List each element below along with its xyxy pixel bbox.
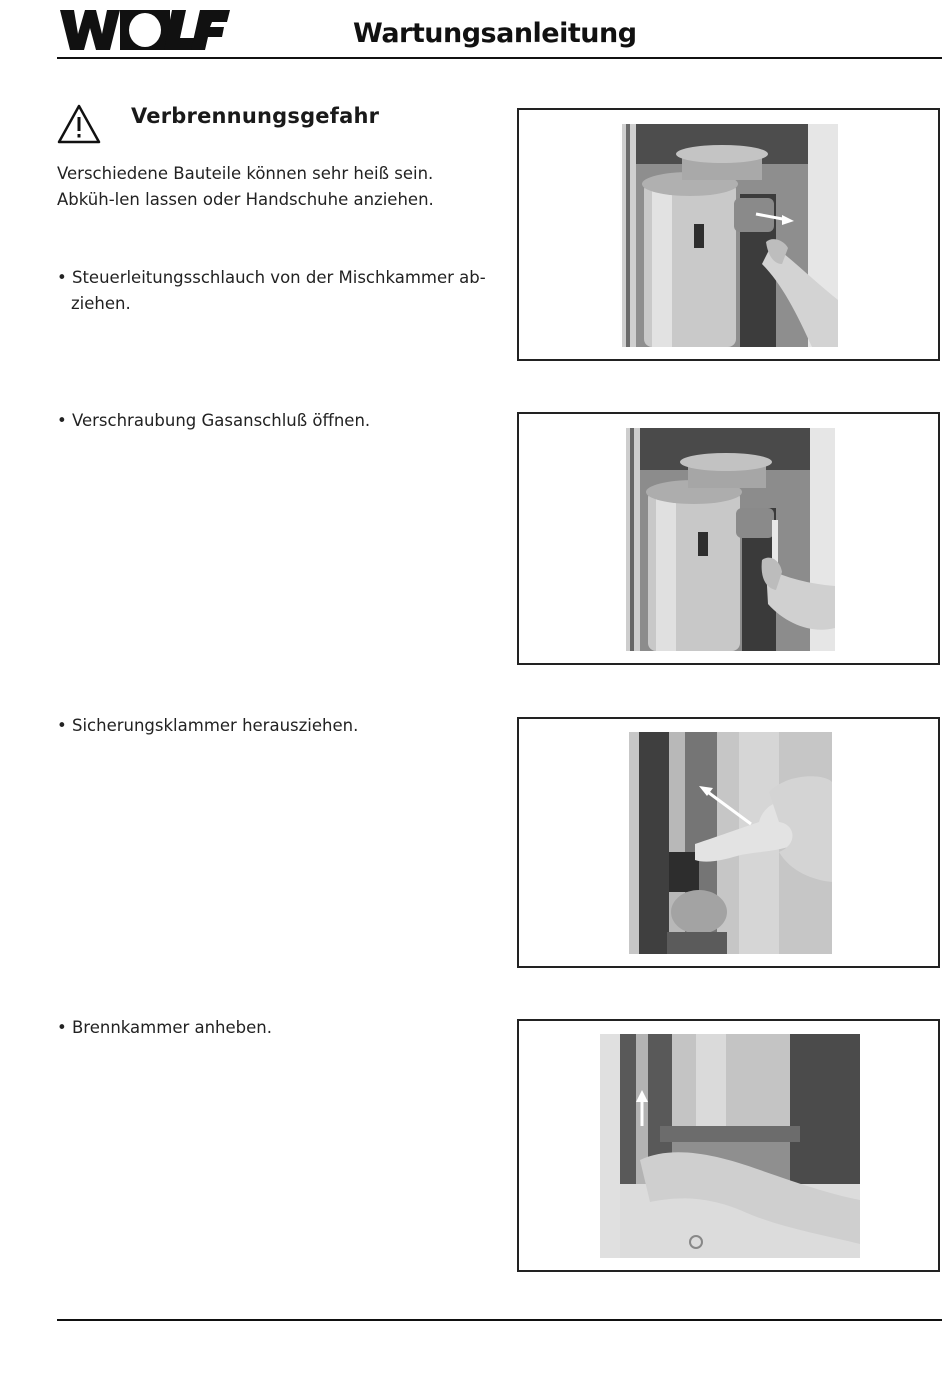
step-3-text bbox=[57, 713, 503, 739]
footer-divider bbox=[57, 1319, 942, 1321]
step-text: Steuerleitungsschlauch von der Mischkammer ab-ziehen. bbox=[71, 268, 486, 313]
photo-gas-connection bbox=[626, 428, 835, 651]
photo-frame-3 bbox=[517, 717, 940, 968]
page-title: Wartungsanleitung bbox=[353, 18, 637, 49]
photo-frame-2 bbox=[517, 412, 940, 665]
photo-safety-clip bbox=[629, 732, 832, 954]
warning-triangle-icon bbox=[57, 103, 101, 145]
wolf-logo bbox=[58, 8, 230, 52]
photo-frame-1 bbox=[517, 108, 940, 361]
bullet: • bbox=[57, 411, 67, 430]
step-text: Verschraubung Gasanschluß öffnen. bbox=[71, 411, 371, 430]
photo-frame-4 bbox=[517, 1019, 940, 1272]
step-2-text bbox=[57, 408, 503, 434]
bullet: • bbox=[57, 1018, 67, 1037]
step-text: Brennkammer anheben. bbox=[71, 1018, 272, 1037]
step-text: Sicherungsklammer herausziehen. bbox=[71, 716, 359, 735]
bullet: • bbox=[57, 268, 67, 287]
photo-mixing-chamber bbox=[622, 124, 838, 347]
warning-title: Verbrennungsgefahr bbox=[131, 104, 380, 128]
step-1-text bbox=[57, 265, 503, 317]
bullet: • bbox=[57, 716, 67, 735]
warning-text: Verschiedene Bauteile können sehr heiß sein. Abküh-len lassen oder Handschuhe anziehen. bbox=[57, 164, 434, 209]
photo-combustion-chamber bbox=[600, 1034, 860, 1258]
header-divider bbox=[57, 57, 942, 59]
step-4-text bbox=[57, 1015, 503, 1041]
